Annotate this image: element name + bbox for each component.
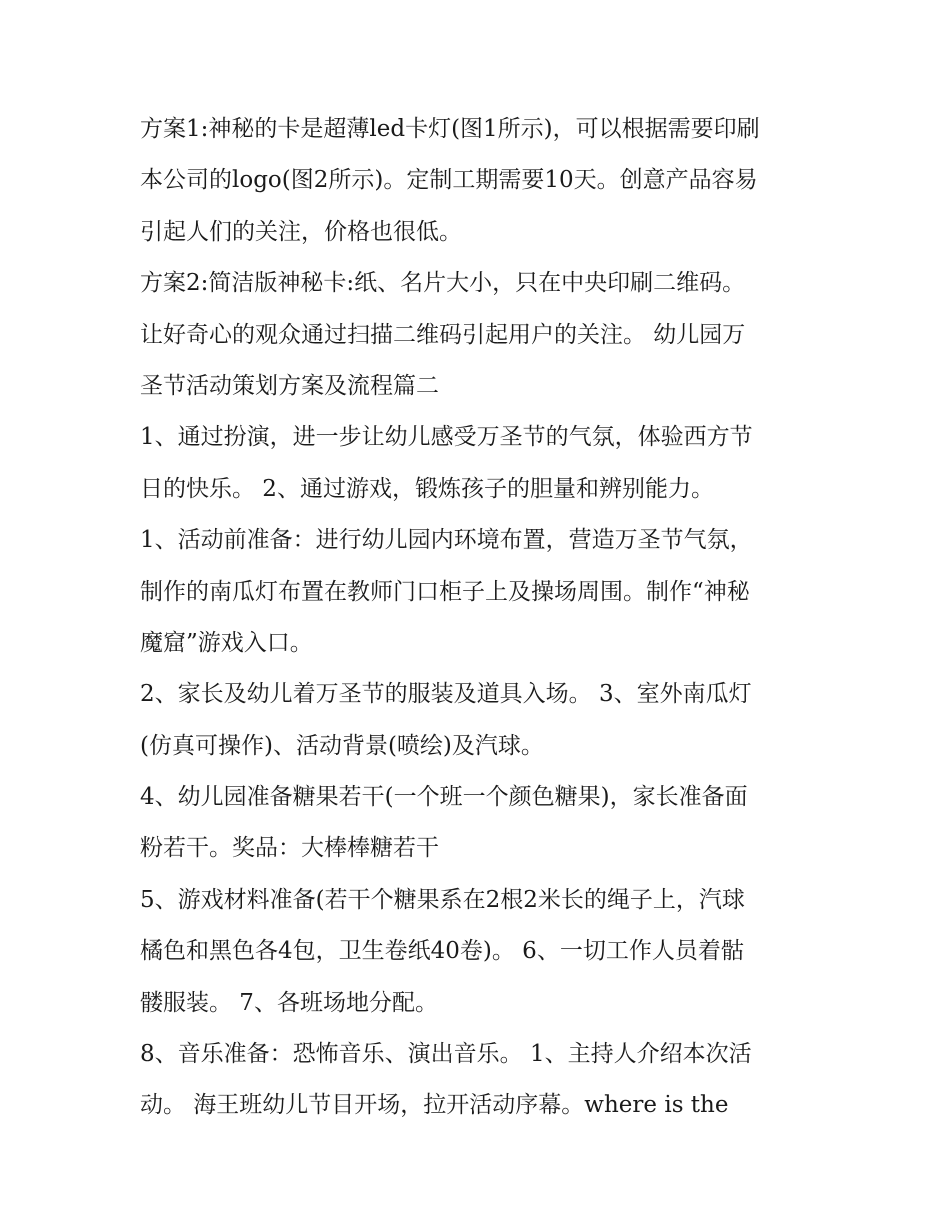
- text-line-11: 魔窟”游戏入口。: [140, 629, 313, 656]
- text-line-13: (仿真可操作)、活动背景(喷绘)及汽球。: [140, 732, 544, 759]
- text-line-12: 2、家长及幼儿着万圣节的服装及道具入场。 3、室外南瓜灯: [140, 681, 752, 708]
- text-line-2: 本公司的logo(图2所示)。定制工期需要10天。创意产品容易: [140, 167, 758, 194]
- text-line-6: 圣节活动策划方案及流程篇二: [140, 372, 439, 399]
- text-line-1: 方案1:神秘的卡是超薄led卡灯(图1所示)，可以根据需要印刷: [140, 116, 760, 142]
- text-line-19: 8、音乐准备：恐怖音乐、演出音乐。 1、主持人介绍本次活: [140, 1041, 752, 1068]
- text-line-10: 制作的南瓜灯布置在教师门口柜子上及操场周围。制作“神秘: [140, 578, 750, 605]
- text-line-17: 橘色和黑色各4包，卫生卷纸40卷)。 6、一切工作人员着骷: [140, 938, 744, 965]
- text-line-14: 4、幼儿园准备糖果若干(一个班一个颜色糖果)，家长准备面: [140, 784, 748, 811]
- text-line-4: 方案2:简洁版神秘卡:纸、名片大小，只在中央印刷二维码。: [140, 270, 746, 297]
- text-line-16: 5、游戏材料准备(若干个糖果系在2根2米长的绳子上，汽球: [140, 886, 745, 913]
- text-line-3: 引起人们的关注，价格也很低。: [140, 218, 462, 245]
- text-line-20: 动。 海王班幼儿节目开场，拉开活动序幕。where is the: [140, 1092, 729, 1119]
- text-line-5: 让好奇心的观众通过扫描二维码引起用户的关注。 幼儿园万: [140, 321, 746, 348]
- text-line-7: 1、通过扮演，进一步让幼儿感受万圣节的气氛，体验西方节: [140, 424, 753, 451]
- text-line-15: 粉若干。奖品：大棒棒糖若干: [140, 835, 439, 862]
- text-line-8: 日的快乐。 2、通过游戏，锻炼孩子的胆量和辨别能力。: [140, 475, 714, 502]
- text-line-18: 髅服装。 7、各班场地分配。: [140, 989, 438, 1016]
- text-line-9: 1、活动前准备：进行幼儿园内环境布置，营造万圣节气氛，: [140, 527, 753, 554]
- document-body: [140, 104, 830, 1132]
